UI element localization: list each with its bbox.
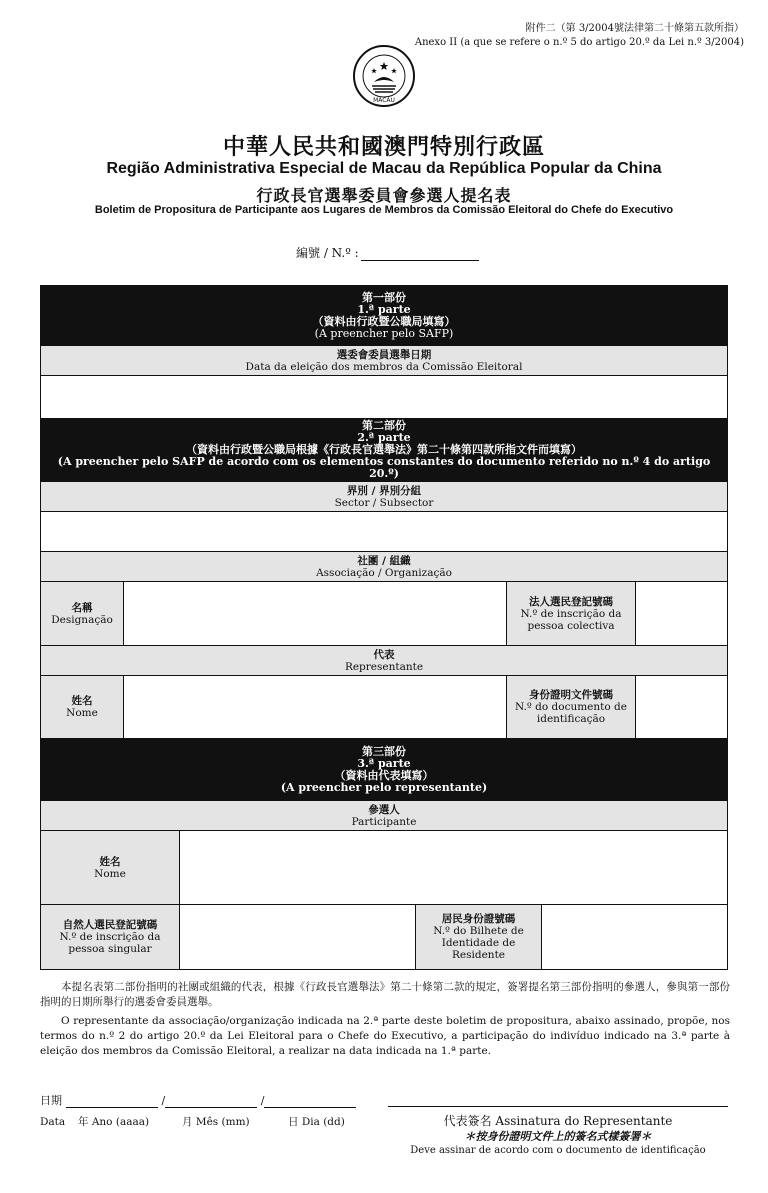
voter-regno-label: 自然人選民登記號碼 N.º de inscrição da pessoa singular <box>41 905 180 969</box>
participant-name-field[interactable] <box>180 831 727 904</box>
election-date-label <box>41 346 727 376</box>
year-label: 年 Ano (aaaa) <box>78 1116 150 1128</box>
designation-label: 名稱 Designação <box>41 582 124 645</box>
form-number <box>296 244 479 261</box>
annex-reference-pt: Anexo II (a que se refere o n.º 5 do artigo 20.º da Lei n.º 3/2004) <box>414 37 744 48</box>
title-portuguese: Região Administrativa Especial de Macau da República Popular da China <box>106 160 662 177</box>
date-label-zh: 日期 <box>40 1094 62 1107</box>
election-date-zh: 選委會委員選舉日期 <box>336 348 432 361</box>
macau-emblem-icon <box>352 44 416 108</box>
voter-regno-field[interactable] <box>180 905 416 969</box>
association-label <box>41 552 727 582</box>
rep-id-label: 身份證明文件號碼 N.º do documento de identificação <box>507 676 636 738</box>
annex-reference-zh: 附件二（第 3/2004號法律第二十條第五款所指） <box>525 23 744 34</box>
date-slash: / <box>260 1094 265 1107</box>
date-slash: / <box>161 1094 166 1107</box>
subtitle-chinese: 行政長官選舉委員會參選人提名表 <box>256 186 512 205</box>
participant-zh: 參選人 <box>368 803 400 816</box>
association-pt: Associação / Organização <box>316 566 452 579</box>
part1-title-zh: 第一部份 <box>362 290 406 304</box>
month-field[interactable] <box>165 1095 257 1108</box>
part3-title-zh: 第三部份 <box>362 744 406 758</box>
rep-name-field[interactable] <box>124 676 507 738</box>
collective-regno-field[interactable] <box>636 582 727 645</box>
sector-field[interactable] <box>41 512 727 552</box>
form-number-label: 編號 / N.º : <box>296 246 359 260</box>
association-zh: 社團 / 組織 <box>357 554 411 567</box>
rep-id-field[interactable] <box>636 676 727 738</box>
election-date-field[interactable] <box>41 376 727 419</box>
participant-label <box>41 801 727 831</box>
nomination-form <box>40 285 728 970</box>
day-field[interactable] <box>264 1095 356 1108</box>
part3-header <box>41 739 727 801</box>
collective-regno-label: 法人選民登記號碼 N.º de inscrição da pessoa colectiva <box>507 582 636 645</box>
signature-label: 代表簽名 Assinatura do Representante <box>443 1114 673 1128</box>
part1-title-pt: 1.ª parte <box>357 302 411 316</box>
title-chinese: 中華人民共和國澳門特別行政區 <box>222 134 545 160</box>
part1-header <box>41 286 727 346</box>
representative-label <box>41 646 727 676</box>
sector-label <box>41 482 727 512</box>
part3-note-pt: (A preencher pelo representante) <box>280 780 488 794</box>
subtitle-portuguese: Boletim de Propositura de Participante aos Lugares de Membros da Comissão Eleitoral do Chefe do Executivo <box>94 204 674 216</box>
year-field[interactable] <box>66 1095 158 1108</box>
participant-pt: Participante <box>351 815 417 828</box>
part2-title-pt: 2.ª parte <box>357 431 411 444</box>
designation-field[interactable] <box>124 582 507 645</box>
signature-line[interactable] <box>388 1106 728 1107</box>
participant-id-row <box>41 905 727 969</box>
sector-pt: Sector / Subsector <box>334 496 434 509</box>
declaration-pt: O representante da associação/organização indicada na 2.ª parte deste boletim de propositura, abaixo assinado, propõe, nos termos do n.º 2 do artigo 20.º da Lei Eleitoral para o Chefe do Executivo, a participação do indivíduo indicado na 3.ª parte à eleição dos membros da Comissão Eleitoral, a realizar na data indicada na 1.ª parte. <box>40 1015 730 1057</box>
sector-zh: 界別 / 界別分組 <box>346 484 422 497</box>
month-label: 月 Mês (mm) <box>182 1116 250 1128</box>
part3-note-zh: （資料由代表填寫） <box>334 768 434 782</box>
emblem-text: MACAU <box>373 97 395 104</box>
day-label: 日 Dia (dd) <box>288 1116 345 1128</box>
representative-row <box>41 676 727 739</box>
part2-note-zh: （資料由行政暨公職局根據《行政長官選舉法》第二十條第四款所指文件而填寫） <box>186 443 582 456</box>
part1-note-zh: （資料由行政暨公職局填寫） <box>312 314 456 328</box>
election-date-pt: Data da eleição dos membros da Comissão Eleitoral <box>245 360 523 373</box>
declaration-zh: 本提名表第二部份指明的社團或組織的代表，根據《行政長官選舉法》第二十條第二款的規定，簽署提名第三部份指明的參選人，參與第一部份指明的日期所舉行的選委會委員選舉。 <box>40 981 730 1008</box>
part2-header <box>41 419 727 482</box>
representative-zh: 代表 <box>373 648 395 661</box>
participant-name-row <box>41 831 727 905</box>
signature-note-zh: ＊按身份證明文件上的簽名式樣簽署＊ <box>464 1130 652 1143</box>
date-label-pt: Data <box>40 1116 66 1128</box>
representative-pt: Representante <box>344 660 424 673</box>
participant-name-label: 姓名 Nome <box>41 831 180 904</box>
part1-note-pt: (A preencher pelo SAFP) <box>314 326 454 340</box>
bir-label: 居民身份證號碼 N.º do Bilhete de Identidade de Residente <box>416 905 542 969</box>
part2-title-zh: 第二部份 <box>362 419 406 432</box>
rep-name-label: 姓名 Nome <box>41 676 124 738</box>
form-number-field[interactable] <box>361 248 479 261</box>
date-section <box>40 1092 356 1129</box>
signature-note-pt: Deve assinar de acordo com o documento de identificação <box>410 1145 706 1156</box>
part2-note-pt: (A preencher pelo SAFP de acordo com os elementos constantes do documento referido no n.º 4 do artigo 20.º) <box>57 455 711 480</box>
part3-title-pt: 3.ª parte <box>357 756 411 770</box>
association-row <box>41 582 727 646</box>
bir-field[interactable] <box>542 905 727 969</box>
